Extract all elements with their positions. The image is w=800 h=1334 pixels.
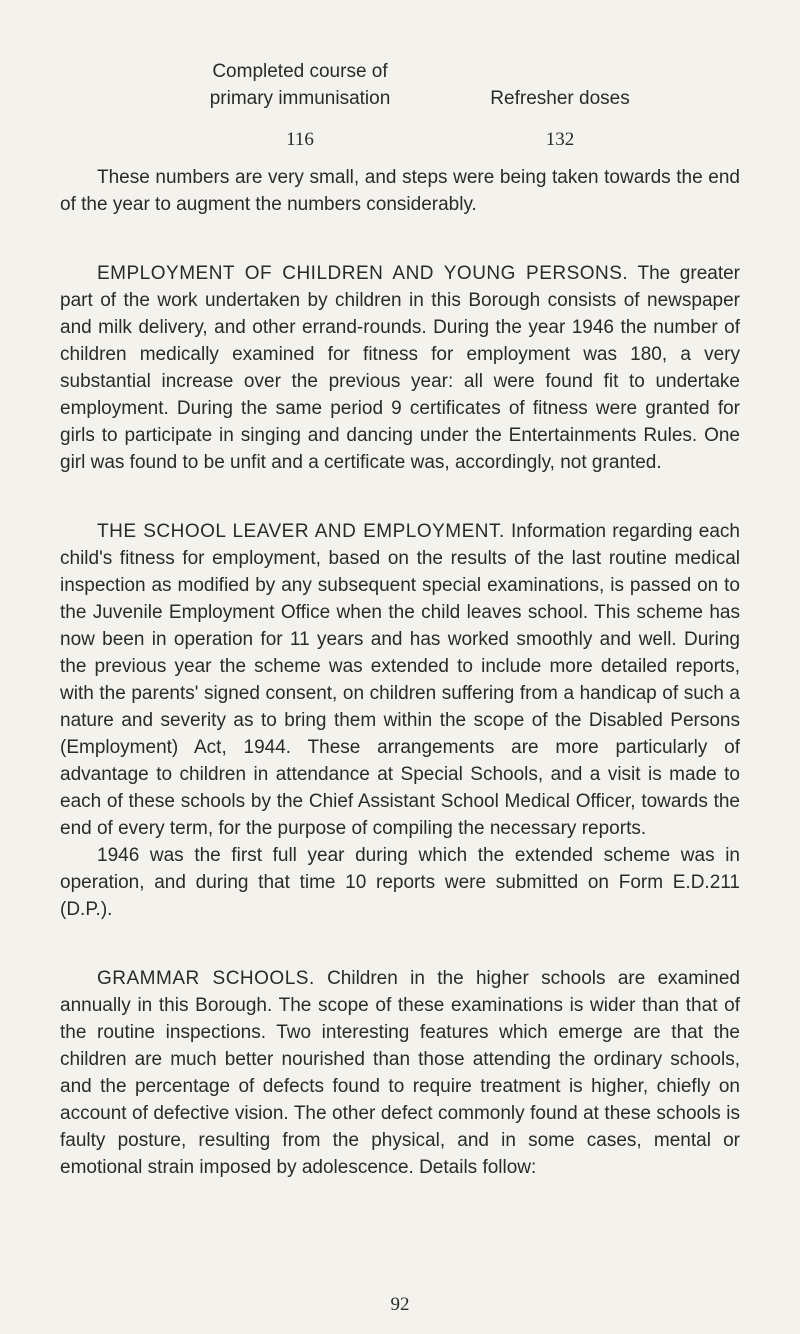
school-leaver-heading: THE SCHOOL LEAVER AND EMPLOYMENT. <box>97 521 505 542</box>
grammar-heading: GRAMMAR SCHOOLS. <box>97 968 315 989</box>
employment-text: The greater part of the work undertaken by children in this Borough consists of newspaper and milk delivery, and other errand-rounds. During the year 1946 the number of children medically examined for fitness for employment was 180, a very substantial increase over the previous year: all were found fit to undertake employment. During the same period 9 certificates of fitness were granted for girls to participate in singing and dancing under the Entertainments Rules. One girl was found to be unfit and a certificate was, accordingly, not granted. <box>60 263 740 473</box>
school-leaver-text: Information regarding each child's fitness for employment, based on the results of the last routine medical inspection as modified by any subsequent special examinations, is passed on to the Juvenile Employment Office when the child leaves school. This scheme has now been in operation for 11 years and has worked smoothly and well. During the previous year the scheme was extended to include more detailed reports, with the parents' signed consent, on children suffering from a handicap of such a nature and severity as to bring them within the scope of the Disabled Persons (Employment) Act, 1944. These arrangements are more particularly of advantage to children in attendance at Special Schools, and a visit is made to each of these schools by the Chief Assistant School Medical Officer, towards the end of every term, for the purpose of compiling the necessary reports. <box>60 521 740 839</box>
body-text <box>60 164 740 1181</box>
completed-value: 116 <box>286 129 314 150</box>
table-column-completed <box>160 58 440 153</box>
intro-paragraph: These numbers are very small, and steps were being taken towards the end of the year to augment the numbers considerably. <box>60 167 740 215</box>
column-header-line1: Completed course of <box>212 61 388 82</box>
school-leaver-paragraph-2: 1946 was the first full year during which the extended scheme was in operation, and during that time 10 reports were submitted on Form E.D.211 (D.P.). <box>60 845 740 920</box>
table-column-refresher <box>440 58 680 153</box>
employment-heading: EMPLOYMENT OF CHILDREN AND YOUNG PERSONS. <box>97 263 629 284</box>
grammar-paragraph <box>60 965 740 1181</box>
column-header-refresher: Refresher doses <box>490 88 630 109</box>
column-header-line2: primary immunisation <box>209 88 391 109</box>
refresher-value: 132 <box>545 129 575 150</box>
employment-paragraph <box>60 260 740 476</box>
school-leaver-paragraph <box>60 518 740 842</box>
grammar-text: Children in the higher schools are examined annually in this Borough. The scope of these examinations is wider than that of the routine inspections. Two interesting features which emerge are that the children are much better nourished than those attending the ordinary schools, and the percentage of defects found to require treatment is higher, chiefly on account of defective vision. The other defect commonly found at these schools is faulty posture, resulting from the physical, and in some cases, mental or emotional strain imposed by adolescence. Details follow: <box>60 968 740 1178</box>
page-number: 92 <box>390 1294 410 1315</box>
